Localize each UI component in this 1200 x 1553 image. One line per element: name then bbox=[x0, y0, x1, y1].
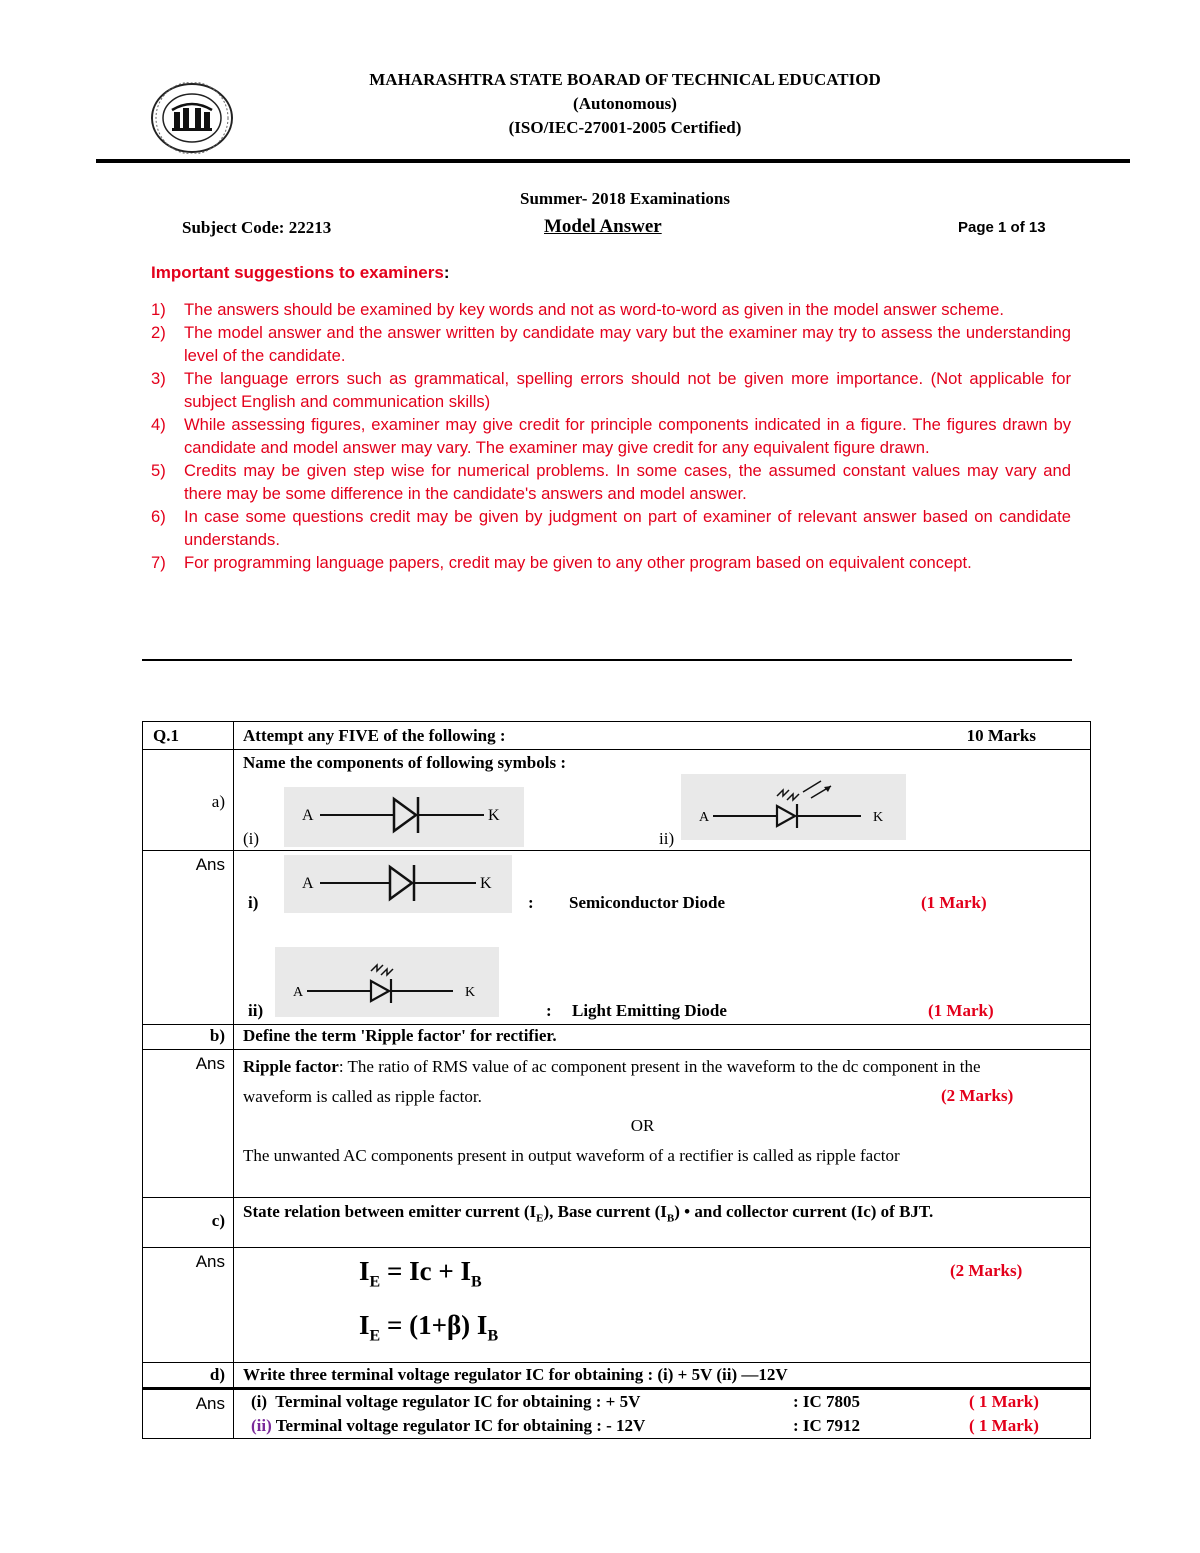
ripple-factor-definition: : The ratio of RMS value of ac component present in the waveform to the dc component in the waveform is called as ripple factor. bbox=[243, 1057, 981, 1106]
table-row bbox=[143, 750, 1091, 851]
answer-label: Ans bbox=[195, 1054, 225, 1073]
answer-colon: : bbox=[546, 1001, 552, 1020]
suggestion-item: 2) The model answer and the answer written by candidate may vary but the examiner may try to assess the understanding level of the candidate. bbox=[151, 323, 1071, 365]
sub-question-text: Write three terminal voltage regulator IC for obtaining : (i) + 5V (ii) —12V bbox=[234, 1363, 1091, 1389]
table-row bbox=[143, 1363, 1091, 1389]
marks-label: (2 Marks) bbox=[950, 1261, 1023, 1280]
suggestions-list bbox=[151, 298, 1071, 574]
anode-label: A bbox=[302, 875, 314, 892]
sub-question-label: b) bbox=[143, 1025, 234, 1050]
anode-label: A bbox=[293, 985, 304, 1000]
question-instruction: Attempt any FIVE of the following : bbox=[243, 726, 506, 745]
cathode-label: K bbox=[480, 875, 492, 892]
marks-label: (2 Marks) bbox=[941, 1086, 1014, 1105]
model-answer-title: Model Answer bbox=[544, 216, 662, 237]
autonomous-label: (Autonomous) bbox=[573, 94, 677, 113]
diode-symbol-image bbox=[284, 855, 512, 913]
answer-label: Ans bbox=[195, 1394, 225, 1413]
suggestion-item: 4) While assessing figures, examiner may give credit for principle components indicated in a figure. The figures drawn by candidate and model answer may vary. The examiner may give credit for any equivalent figure drawn. bbox=[151, 415, 1071, 457]
table-row bbox=[143, 722, 1091, 750]
board-name: MAHARASHTRA STATE BOARAD OF TECHNICAL EDUCATIOD bbox=[369, 70, 881, 89]
equation-emitter-current: $I_E = Ic + I_B$ bbox=[359, 1256, 482, 1291]
answer-label-i: i) bbox=[248, 893, 259, 912]
question-marks: 10 Marks bbox=[966, 726, 1036, 745]
cathode-label: K bbox=[873, 810, 884, 825]
sub-question-text: Define the term 'Ripple factor' for rectifier. bbox=[234, 1025, 1091, 1050]
regulator-answer-i: (i) Terminal voltage regulator IC for obtaining : + 5V : IC 7805 ( 1 Mark) bbox=[251, 1392, 1039, 1411]
board-logo bbox=[150, 82, 234, 154]
symbol-label-i: (i) bbox=[243, 829, 260, 848]
answer-label: Ans bbox=[195, 855, 225, 874]
symbol-label-ii: ii) bbox=[659, 829, 675, 848]
diode-symbol-image bbox=[284, 787, 524, 847]
marks-label: (1 Mark) bbox=[928, 1001, 994, 1020]
iso-certification: (ISO/IEC-27001-2005 Certified) bbox=[508, 118, 742, 137]
sub-question-label: d) bbox=[143, 1363, 234, 1389]
answer-light-emitting-diode: Light Emitting Diode bbox=[572, 1001, 727, 1020]
anode-label: A bbox=[302, 807, 314, 824]
led-symbol-image bbox=[681, 774, 906, 840]
cathode-label: K bbox=[465, 985, 476, 1000]
exam-title: Summer- 2018 Examinations bbox=[520, 189, 730, 208]
sub-question-label: a) bbox=[211, 792, 225, 811]
suggestions-heading: Important suggestions to examiners: bbox=[151, 263, 450, 282]
table-row bbox=[143, 851, 1091, 1025]
answer-label-ii: ii) bbox=[248, 1001, 264, 1020]
suggestion-item: 3) The language errors such as grammatical, spelling errors should not be given more importance. (Not applicable for subject English and communication skills) bbox=[151, 369, 1071, 411]
header-divider bbox=[96, 159, 1130, 163]
ripple-factor-alt-definition: The unwanted AC components present in output waveform of a rectifier is called as ripple factor bbox=[243, 1145, 900, 1165]
equation-emitter-current-beta: $I_E = (1+\beta)$ $I_B$ bbox=[359, 1310, 499, 1345]
sub-question-text: Name the components of following symbols : bbox=[243, 753, 566, 772]
anode-label: A bbox=[699, 810, 710, 825]
sub-question-label: c) bbox=[211, 1211, 225, 1230]
suggestion-item: 7) For programming language papers, credit may be given to any other program based on equivalent concept. bbox=[151, 553, 972, 572]
answer-label: Ans bbox=[195, 1252, 225, 1271]
section-divider bbox=[142, 659, 1072, 661]
table-row bbox=[143, 1025, 1091, 1050]
table-row bbox=[143, 1248, 1091, 1363]
marks-label: (1 Mark) bbox=[921, 893, 987, 912]
subject-code: Subject Code: 22213 bbox=[182, 218, 332, 237]
led-symbol-image bbox=[275, 947, 499, 1017]
or-separator: OR bbox=[630, 1116, 655, 1135]
answer-semiconductor-diode: Semiconductor Diode bbox=[569, 893, 725, 912]
question-number: Q.1 bbox=[143, 722, 234, 750]
table-row bbox=[143, 1050, 1091, 1198]
suggestion-item: 6) In case some questions credit may be given by judgment on part of examiner of relevant answer based on candidate understands. bbox=[151, 507, 1071, 549]
answer-colon: : bbox=[528, 893, 534, 912]
regulator-answer-ii: (ii) Terminal voltage regulator IC for obtaining : - 12V : IC 7912 ( 1 Mark) bbox=[251, 1416, 1039, 1435]
ripple-factor-term: Ripple factor bbox=[243, 1057, 339, 1076]
table-row bbox=[143, 1389, 1091, 1439]
question-table bbox=[142, 721, 1091, 1439]
cathode-label: K bbox=[488, 807, 500, 824]
sub-question-text: State relation between emitter current $(I_E)$, Base current $(I_B)$ • and collector current (Ic) of BJT. bbox=[234, 1198, 1091, 1248]
table-row bbox=[143, 1198, 1091, 1248]
suggestion-item: 5) Credits may be given step wise for numerical problems. In some cases, the assumed constant values may vary and there may be some difference in the candidate's answers and model answer. bbox=[151, 461, 1071, 503]
suggestion-item: 1) The answers should be examined by key words and not as word-to-word as given in the model answer scheme. bbox=[151, 300, 1004, 319]
page-number: Page 1 of 13 bbox=[958, 219, 1046, 236]
